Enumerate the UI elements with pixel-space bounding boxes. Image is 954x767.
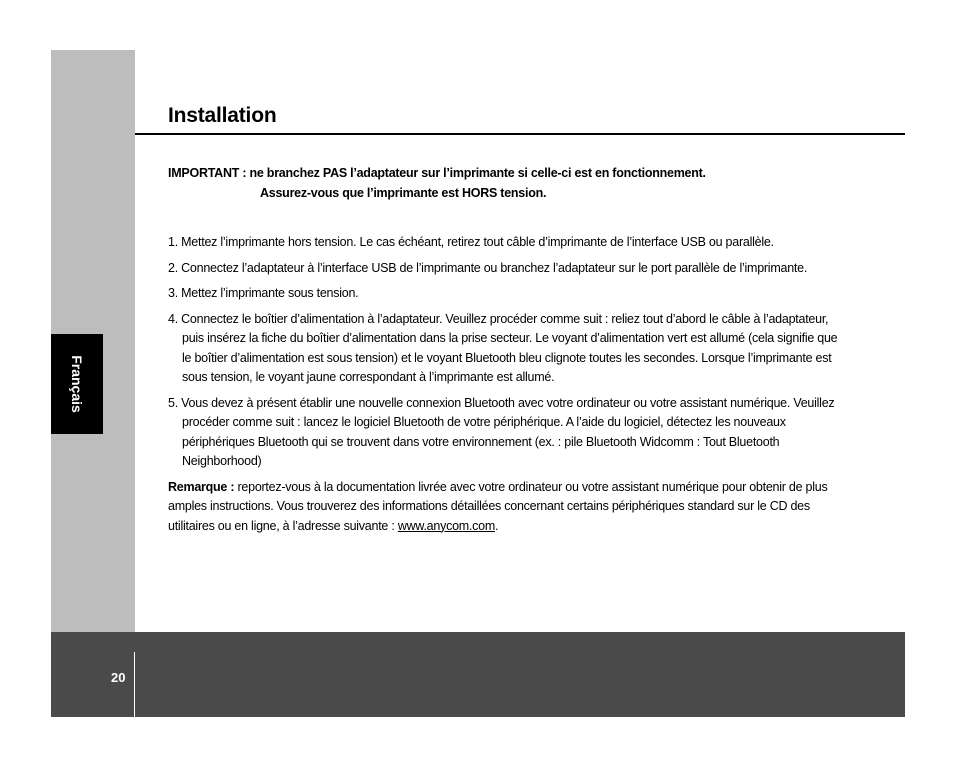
page-title: Installation (168, 104, 277, 127)
step-item: 4. Connectez le boîtier d’alimentation à l’adaptateur. Veuillez procéder comme suit : reliez tout d’abord le câble à l’adaptateur, puis insérez la fiche du boîtier d’alimentation dans la prise secteur. Le voyant d’alimentation vert est allumé (cela signifie que le boîtier d’alimentation est sous tension) et le voyant Bluetooth bleu clignote toutes les secondes. Lorsque l’imprimante est sous tension, le voyant jaune correspondant à l’imprimante est allumé. (168, 311, 838, 384)
page-number: 20 (111, 670, 126, 685)
page-content (168, 164, 848, 536)
important-text-1: ne branchez PAS l’adaptateur sur l’imprimante si celle-ci est en fonctionnement. (249, 166, 706, 180)
important-notice (168, 164, 848, 203)
footer-band (51, 632, 905, 717)
installation-steps (168, 233, 848, 472)
step-item: 5. Vous devez à présent établir une nouvelle connexion Bluetooth avec votre ordinateur ou votre assistant numérique. Veuillez procéder comme suit : lancez le logiciel Bluetooth de votre périphérique. A l’aide du logiciel, détectez les nouveaux périphériques Bluetooth qui se trouvent dans votre environnement (ex. : pile Bluetooth Widcomm : Tout Bluetooth Neighborhood) (168, 395, 835, 468)
title-rule (135, 133, 905, 135)
note-text: reportez-vous à la documentation livrée avec votre ordinateur ou votre assistant numérique pour obtenir de plus amples instructions. Vous trouverez des informations détaillées concernant certains périphériques standard sur le CD des utilitaires ou en ligne, à l’adresse suivante : (168, 479, 828, 533)
language-tab (51, 334, 103, 434)
step-item: 2. Connectez l’adaptateur à l’interface USB de l’imprimante ou branchez l’adaptateur sur le port parallèle de l’imprimante. (168, 260, 808, 275)
important-label: IMPORTANT : (168, 166, 247, 180)
language-tab-label: Français (69, 355, 85, 413)
note-label: Remarque : (168, 479, 235, 494)
step-item: 3. Mettez l’imprimante sous tension. (168, 286, 359, 300)
anycom-link[interactable]: www.anycom.com (397, 518, 496, 533)
step-item: 1. Mettez l’imprimante hors tension. Le cas échéant, retirez tout câble d’imprimante de l’interface USB ou parallèle. (168, 235, 774, 249)
important-line-1 (168, 164, 848, 184)
note-paragraph (168, 478, 848, 537)
note-end: . (495, 518, 499, 533)
important-line-2: Assurez-vous que l’imprimante est HORS tension. (260, 185, 547, 200)
footer-divider (134, 652, 135, 717)
